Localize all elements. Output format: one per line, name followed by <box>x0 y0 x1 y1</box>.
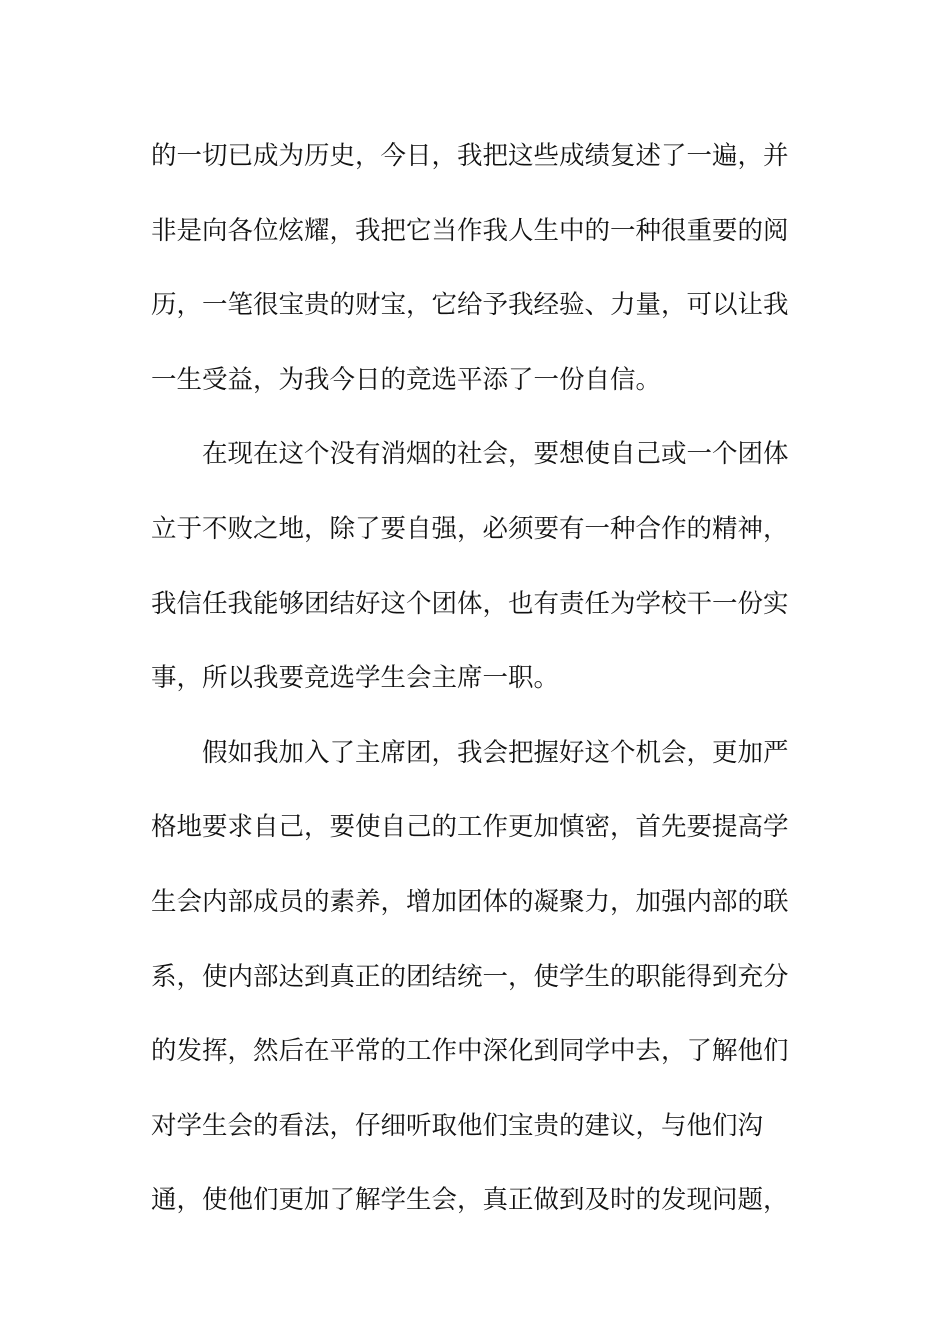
paragraph-first-line: 假如我加入了主席团，我会把握好这个机会，更加严 <box>202 737 789 768</box>
text-line: 事，所以我要竞选学生会主席一职。 <box>151 663 560 694</box>
text-line: 一生受益，为我今日的竞选平添了一份自信。 <box>151 364 662 395</box>
text-line: 立于不败之地，除了要自强，必须要有一种合作的精神， <box>151 513 789 544</box>
text-line: 通，使他们更加了解学生会，真正做到及时的发现问题， <box>151 1185 789 1216</box>
text-line: 格地要求自己，要使自己的工作更加慎密，首先要提高学 <box>151 812 789 843</box>
text-line: 非是向各位炫耀，我把它当作我人生中的一种很重要的阅 <box>151 215 789 246</box>
text-line: 生会内部成员的素养，增加团体的凝聚力，加强内部的联 <box>151 886 789 917</box>
text-line: 我信任我能够团结好这个团体，也有责任为学校干一份实 <box>151 588 789 619</box>
text-line: 的一切已成为历史，今日，我把这些成绩复述了一遍，并 <box>151 141 789 171</box>
text-line: 的发挥，然后在平常的工作中深化到同学中去，了解他们 <box>151 1036 789 1067</box>
text-line: 系，使内部达到真正的团结统一，使学生的职能得到充分 <box>151 961 789 992</box>
text-line: 对学生会的看法，仔细听取他们宝贵的建议，与他们沟 <box>151 1110 764 1141</box>
text-line: 历，一笔很宝贵的财宝，它给予我经验、力量，可以让我 <box>151 290 789 321</box>
paragraph-first-line: 在现在这个没有消烟的社会，要想使自己或一个团体 <box>202 439 789 470</box>
body-text <box>151 128 801 1247</box>
